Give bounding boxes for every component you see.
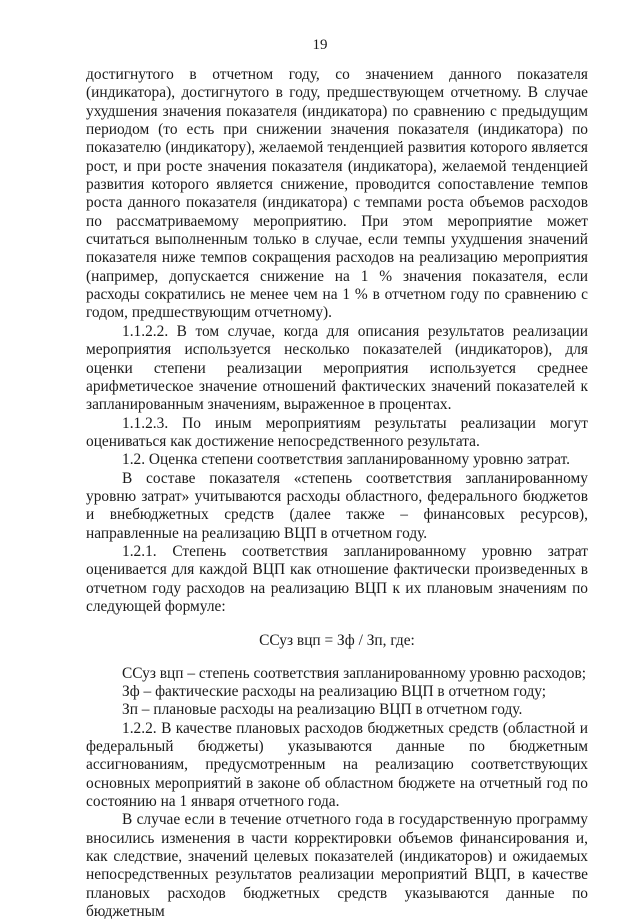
paragraph-1-2-1: 1.2.1. Степень соответствия запланированному уровню затрат оценивается для каждой ВЦП как отношение фактически произведенных в отчетном году расходов на реализацию ВЦП к их плановым значениям по следующей формуле: bbox=[86, 542, 588, 615]
paragraph-1-2-2: 1.2.2. В качестве плановых расходов бюджетных средств (областной и федеральный бюджеты) указываются данные по бюджетным ассигнованиям, предусмотренным на реализацию соответствующих основных мероприятий в законе об областном бюджете на отчетный год по состоянию на 1 января отчетного года. bbox=[86, 719, 588, 811]
formula-legend-sscz: ССуз вцп – степень соответствия запланированному уровню расходов; bbox=[122, 664, 587, 682]
page-number: 19 bbox=[312, 37, 328, 53]
formula-legend-zp: Зп – плановые расходы на реализацию ВЦП в отчетном году. bbox=[122, 701, 523, 719]
document-body bbox=[86, 66, 588, 921]
formula-legend-zf: Зф – фактические расходы на реализацию ВЦП в отчетном году; bbox=[122, 683, 547, 700]
section-heading-1-2: 1.2. Оценка степени соответствия запланированному уровню затрат. bbox=[122, 451, 570, 469]
paragraph-program-changes: В случае если в течение отчетного года в государственную программу вносились изменения в части корректировки объемов финансирования и, как следствие, значений целевых показателей (индикаторов) и ожидаемых непосредственных результатов реализации мероприятий ВЦП, в качестве плановых расходов бюджетных средств указываются данные по бюджетным bbox=[86, 811, 588, 921]
paragraph-1-1-2-3: 1.1.2.3. По иным мероприятиям результаты реализации могут оцениваться как достижение непосредственного результата. bbox=[86, 414, 588, 450]
formula: ССуз вцп = Зф / Зп, где: bbox=[259, 632, 415, 650]
paragraph-1-1-2-2: 1.1.2.2. В том случае, когда для описания результатов реализации мероприятия используется несколько показателей (индикаторов), для оценки степени реализации мероприятия используется среднее арифметическое значение отношений фактических значений показателей к запланированным значениям, выраженное в процентах. bbox=[86, 322, 588, 414]
paragraph-cost-composition: В составе показателя «степень соответствия запланированному уровню затрат» учитываются расходы областного, федерального бюджетов и внебюджетных средств (далее также – финансовых ресурсов), направленные на реализацию ВЦП в отчетном году. bbox=[86, 469, 588, 542]
paragraph-continuation: достигнутого в отчетном году, со значением данного показателя (индикатора), достигнутого в году, предшествующем отчетному. В случае ухудшения значения показателя (индикатора) по сравнению с предыдущим периодом (то есть при снижении значения показателя (индикатора) по показателю (индикатору), желаемой тенденцией развития которого является рост, и при росте значения показателя (индикатора), желаемой тенденцией развития которого является снижение, проводится сопоставление темпов роста данного показателя (индикатора) с темпами роста объемов расходов по рассматриваемому мероприятию. При этом мероприятие может считаться выполненным только в случае, если темпы ухудшения значений показателя ниже темпов сокращения расходов на реализацию мероприятия (например, допускается снижение на 1 % значения показателя, если расходы сократились не менее чем на 1 % в отчетном году по сравнению с годом, предшествующим отчетному). bbox=[86, 66, 588, 322]
